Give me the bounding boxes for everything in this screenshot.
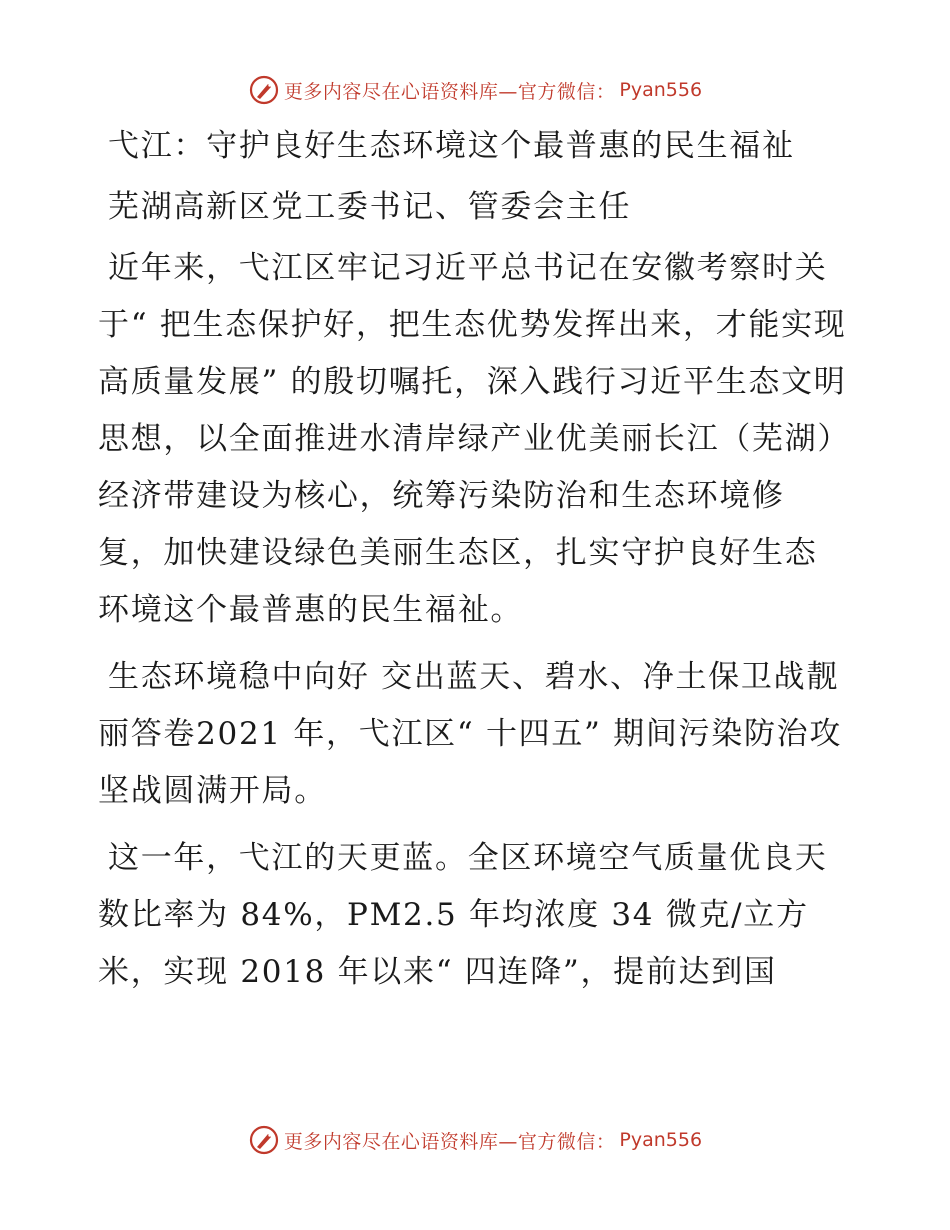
article-author [98,179,848,236]
banner-text: 更多内容尽在心语资料库—官方微信： [283,1130,616,1153]
paragraph-text: 这一年，弋江的天更蓝。全区环境空气质量优良天数比率为 84%，PM2.5 年均浓度 34 微克/立方米，实现 2018 年以来“ 四连降”，提前达到国 [98,840,828,990]
paragraph [98,830,848,1001]
pen-nib-logo-icon [248,1124,280,1156]
header-watermark-banner [0,70,950,110]
article-title-text: 弋江：守护良好生态环境这个最普惠的民生福祉 [108,128,795,164]
paragraph-text: 近年来，弋江区牢记习近平总书记在安徽考察时关于“ 把生态保护好，把生态优势发挥出来，才能实现高质量发展” 的殷切嘱托，深入践行习近平生态文明思想，以全面推进水清岸绿产业优美丽长江（芜湖）经济带建设为核心，统筹污染防治和生态环境修复，加快建设绿色美丽生态区，扎实守护良好生态环境这个最普惠的民生福祉。 [98,250,847,628]
banner-account: Pyan556 [619,79,703,101]
paragraph [98,649,848,820]
article-content [98,118,848,1011]
article-author-text: 芜湖高新区党工委书记、管委会主任 [108,189,632,225]
banner-account: Pyan556 [619,1129,703,1151]
banner-text: 更多内容尽在心语资料库—官方微信： [283,80,616,103]
footer-watermark-banner [0,1120,950,1160]
pen-nib-logo-icon [248,74,280,106]
paragraph-text: 生态环境稳中向好 交出蓝天、碧水、净土保卫战靓丽答卷2021 年，弋江区“ 十四五” 期间污染防治攻坚战圆满开局。 [98,659,843,809]
paragraph [98,240,848,639]
article-title [98,118,848,175]
